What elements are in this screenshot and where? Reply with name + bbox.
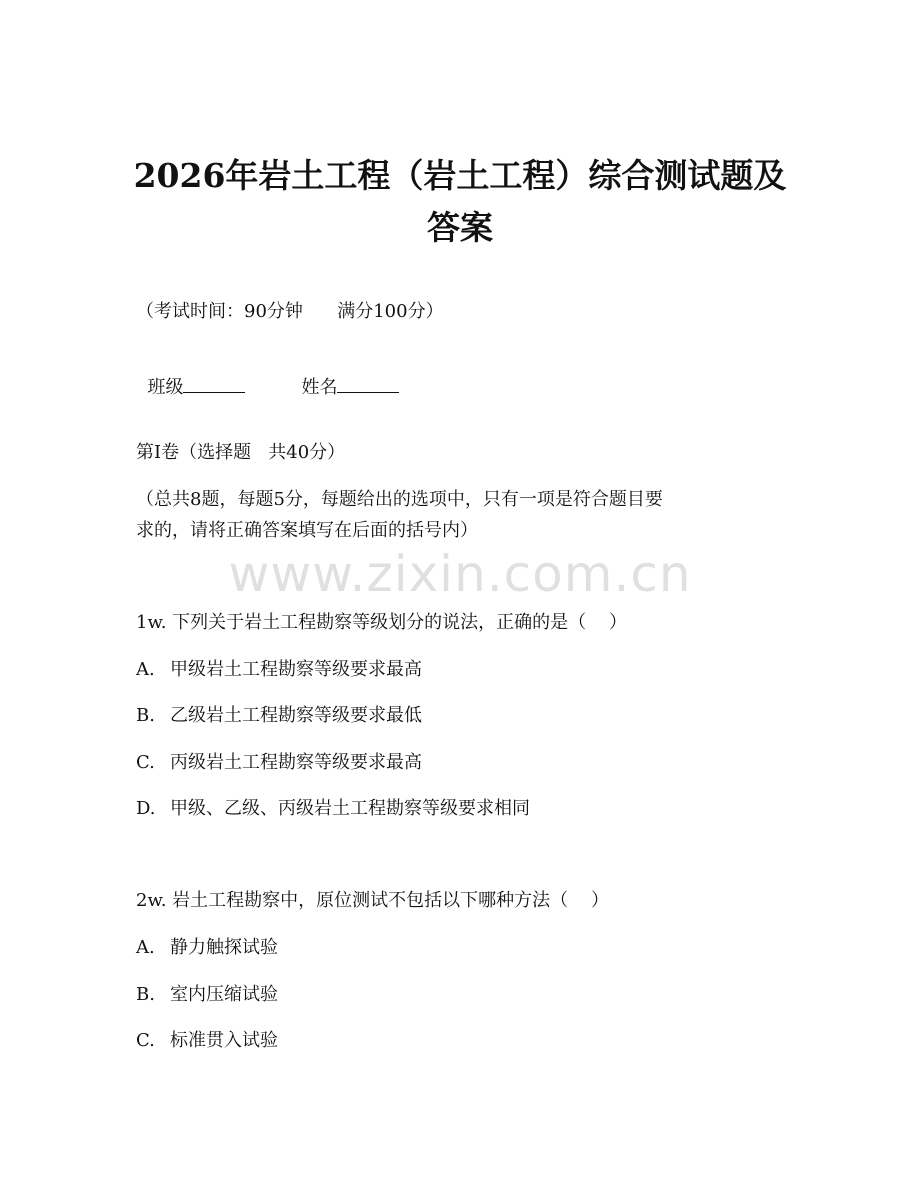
question-1-stem: 1w. 下列关于岩土工程勘察等级划分的说法，正确的是（ ） — [136, 612, 628, 633]
option-text: 甲级、乙级、丙级岩土工程勘察等级要求相同 — [170, 798, 530, 819]
exam-info: （考试时间：90分钟 满分100分） — [136, 301, 444, 322]
option-text: 标准贯入试验 — [170, 1030, 278, 1051]
question-1-option-c — [136, 751, 422, 775]
option-letter: D. — [136, 798, 156, 819]
question-2-option-a — [136, 936, 278, 960]
question-2-option-c — [136, 1029, 278, 1053]
option-text: 丙级岩土工程勘察等级要求最高 — [170, 752, 422, 773]
option-text: 室内压缩试验 — [170, 984, 278, 1005]
option-text: 乙级岩土工程勘察等级要求最低 — [170, 705, 422, 726]
section-heading: 第Ⅰ卷（选择题 共40分） — [136, 442, 346, 463]
question-1-option-d — [136, 797, 530, 821]
document-title-line-1: 2026年岩土工程（岩土工程）综合测试题及 — [133, 156, 787, 195]
watermark: www.zixin.com.cn — [228, 545, 692, 603]
question-2-stem: 2w. 岩土工程勘察中，原位测试不包括以下哪种方法（ ） — [136, 890, 610, 911]
section-instruction-line-2: 求的，请将正确答案填写在后面的括号内） — [136, 520, 478, 541]
option-letter: A. — [136, 659, 155, 680]
question-1-option-b — [136, 704, 422, 728]
option-letter: C. — [136, 1030, 155, 1051]
option-text: 静力触探试验 — [170, 937, 278, 958]
name-blank — [337, 374, 399, 393]
class-blank — [183, 374, 245, 393]
option-letter: C. — [136, 752, 155, 773]
section-instruction-line-1: （总共8题，每题5分，每题给出的选项中，只有一项是符合题目要 — [136, 489, 663, 510]
question-1-option-a — [136, 658, 422, 682]
class-label: 班级 — [147, 377, 184, 398]
option-text: 甲级岩土工程勘察等级要求最高 — [170, 659, 422, 680]
question-2-option-b — [136, 983, 278, 1007]
option-letter: A. — [136, 937, 155, 958]
option-letter: B. — [136, 984, 155, 1005]
option-letter: B. — [136, 705, 155, 726]
name-label: 姓名 — [301, 377, 338, 398]
student-fields — [136, 350, 399, 400]
document-title-line-2: 答案 — [427, 208, 493, 247]
